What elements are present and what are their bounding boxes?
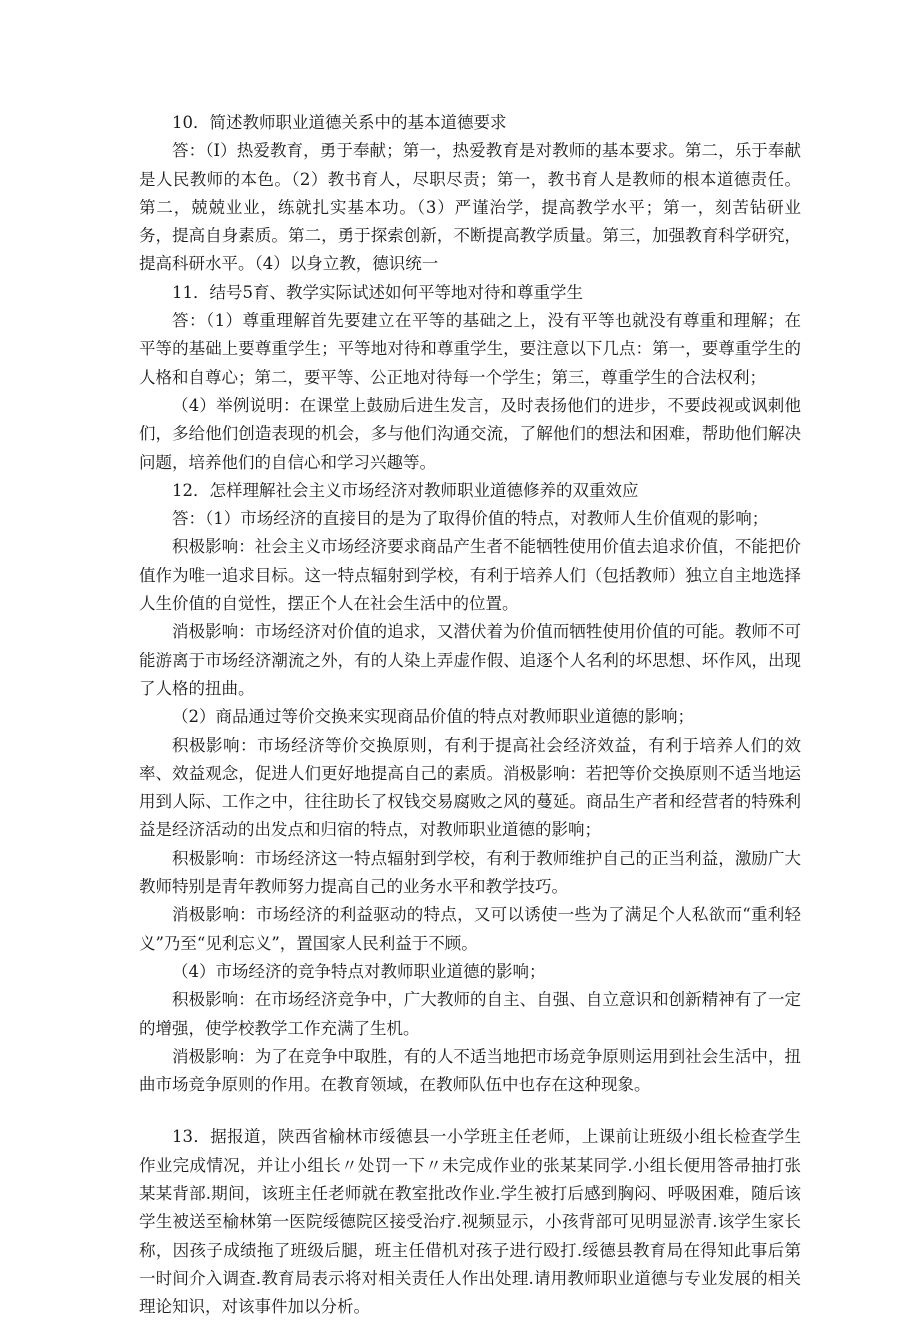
answer-11-part-1: 答：（1）尊重理解首先要建立在平等的基础之上，没有平等也就没有尊重和理解；在平等的基础上要尊重学生；平等地对待和尊重学生，要注意以下几点：第一，要尊重学生的人格和自尊心；第二，要平等、公正地对待每一个学生；第三，尊重学生的合法权利； xyxy=(139,311,801,387)
document-body xyxy=(139,109,801,1321)
answer-12-positive-1: 积极影响：社会主义市场经济要求商品产生者不能牺牲使用价值去追求价值，不能把价值作为唯一追求目标。这一特点辐射到学校，有利于培养人们（包括教师）独立自主地选择人生价值的自觉性，摆正个人在社会生活中的位置。 xyxy=(139,537,801,614)
answer-12-part-2: （2）商品通过等价交换来实现商品价值的特点对教师职业道德的影响； xyxy=(172,707,694,727)
question-12-title: 12．怎样理解社会主义市场经济对教师职业道德修养的双重效应 xyxy=(172,480,639,500)
answer-12-positive-2: 积极影响：市场经济等价交换原则，有利于提高社会经济效益，有利于培养人们的效率、效益观念，促进人们更好地提高自己的素质。消极影响：若把等价交换原则不适当地运用到人际、工作之中，往往助长了权钱交易腐败之风的蔓延。商品生产者和经营者的特殊利益是经济活动的出发点和归宿的特点，对教师职业道德的影响； xyxy=(139,735,801,840)
answer-12-part-4: （4）市场经济的竞争特点对教师职业道德的影响； xyxy=(172,961,546,981)
answer-10: 答：（I）热爱教育，勇于奉献；第一，热爱教育是对教师的基本要求。第二，乐于奉献是人民教师的本色。（2）教书育人，尽职尽责；第一，教书育人是教师的根本道德责任。第二，兢兢业业，练就扎实基本功。（3）严谨治学，提高教学水平；第一，刻苦钻研业务，提高自身素质。第二，勇于探索创新，不断提高教学质量。第三，加强教育科学研究，提高科研水平。（4）以身立教，德识统一 xyxy=(139,141,801,274)
question-13: 13．据报道，陕西省榆林市绥德县一小学班主任老师，上课前让班级小组长检查学生作业完成情况，并让小组长〃处罚一下〃未完成作业的张某某同学.小组长便用答帚抽打张某某背部.期间，该班主任老师就在教室批改作业.学生被打后感到胸闷、呼吸困难，随后该学生被送至榆林第一医院绥德院区接受治疗.视频显示，小孩背部可见明显淤青.该学生家长称，因孩子成绩拖了班级后腿，班主任借机对孩子进行殴打.绥德县教育局在得知此事后第一时间介入调查.教育局表示将对相关责任人作出处理.请用教师职业道德与专业发展的相关理论知识，对该事件加以分析。 xyxy=(139,1127,801,1317)
question-11-title: 11．结号5育、教学实际试述如何平等地对待和尊重学生 xyxy=(172,282,583,302)
answer-12-negative-4: 消极影响：为了在竞争中取胜，有的人不适当地把市场竞争原则运用到社会生活中，扭曲市场竞争原则的作用。在教育领域，在教师队伍中也存在这种现象。 xyxy=(139,1046,801,1095)
answer-12-negative-1: 消极影响：市场经济对价值的追求，又潜伏着为价值而牺牲使用价值的可能。教师不可能游离于市场经济潮流之外，有的人染上弄虚作假、追逐个人名利的坏思想、坏作风，出现了人格的扭曲。 xyxy=(139,622,801,698)
answer-11-part-4: （4）举例说明：在课堂上鼓励后进生发言，及时表扬他们的进步，不要歧视或讽刺他们，多给他们创造表现的机会，多与他们沟通交流，了解他们的想法和困难，帮助他们解决问题，培养他们的自信心和学习兴趣等。 xyxy=(139,395,801,472)
answer-12-negative-3: 消极影响：市场经济的利益驱动的特点，又可以诱使一些为了满足个人私欲而“重利轻义”乃至“见利忘义”，置国家人民利益于不顾。 xyxy=(139,905,801,953)
question-10-title: 10．简述教师职业道德关系中的基本道德要求 xyxy=(172,113,507,132)
answer-12-positive-4: 积极影响：在市场经济竞争中，广大教师的自主、自强、自立意识和创新精神有了一定的增强，使学校教学工作充满了生机。 xyxy=(139,990,801,1038)
answer-12-part-1: 答：（1）市场经济的直接目的是为了取得价值的特点，对教师人生价值观的影响； xyxy=(172,509,769,529)
paragraph-gap xyxy=(139,1099,801,1123)
answer-12-positive-3: 积极影响：市场经济这一特点辐射到学校，有利于教师维护自己的正当利益，激励广大教师特别是青年教师努力提高自己的业务水平和教学技巧。 xyxy=(139,848,801,897)
